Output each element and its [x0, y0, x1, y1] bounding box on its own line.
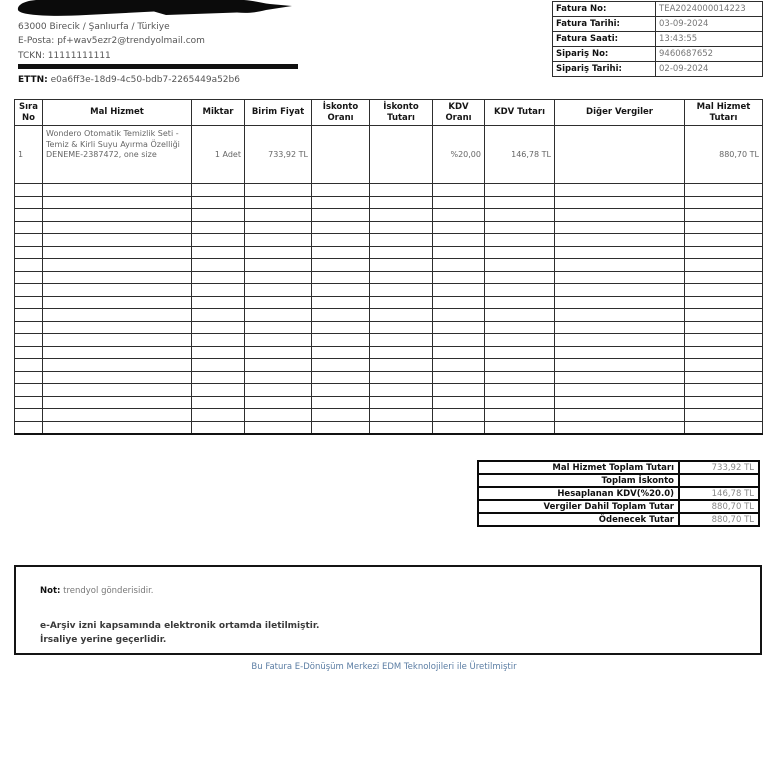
- meta-value: TEA2024000014223: [656, 2, 763, 17]
- empty-item-row: [15, 371, 763, 384]
- note-line: [40, 586, 154, 596]
- meta-label: Fatura Saati:: [553, 32, 656, 47]
- empty-item-row: [15, 284, 763, 297]
- item-quantity: 1 Adet: [192, 126, 245, 184]
- empty-item-row: [15, 209, 763, 222]
- item-vat-amount: 146,78 TL: [485, 126, 555, 184]
- email-label: E-Posta:: [18, 36, 55, 47]
- meta-label: Sipariş Tarihi:: [553, 62, 656, 77]
- empty-item-row: [15, 196, 763, 209]
- meta-label: Fatura Tarihi:: [553, 17, 656, 32]
- empty-item-row: [15, 296, 763, 309]
- total-row-odenecek-tutar: [478, 513, 759, 526]
- column-header-miktar: Miktar: [192, 100, 245, 126]
- item-row: [15, 126, 763, 184]
- item-vat-rate: %20,00: [433, 126, 485, 184]
- tckn-value: 11111111111: [47, 50, 111, 61]
- meta-value: 9460687652: [656, 47, 763, 62]
- seller-address-line: 63000 Birecik / Şanlıurfa / Türkiye: [18, 22, 170, 32]
- total-row-mal-hizmet-toplam: [478, 461, 759, 474]
- column-header-mal-hizmet: Mal Hizmet: [43, 100, 192, 126]
- meta-value: 02-09-2024: [656, 62, 763, 77]
- total-label: Toplam İskonto: [478, 474, 679, 487]
- item-total: 880,70 TL: [685, 126, 763, 184]
- total-label: Hesaplanan KDV(%20.0): [478, 487, 679, 500]
- legal-line-earsiv: e-Arşiv izni kapsamında elektronik ortamda iletilmiştir.: [40, 621, 320, 631]
- meta-row-fatura-saati: [553, 32, 763, 47]
- total-row-vergiler-dahil: [478, 500, 759, 513]
- total-value: 733,92 TL: [679, 461, 759, 474]
- column-header-birim-fiyat: Birim Fiyat: [245, 100, 312, 126]
- item-sira-no: 1: [15, 126, 43, 184]
- meta-value: 03-09-2024: [656, 17, 763, 32]
- seller-email-line: [18, 34, 205, 48]
- empty-item-row: [15, 396, 763, 409]
- empty-item-row: [15, 221, 763, 234]
- empty-item-row: [15, 309, 763, 322]
- invoice-meta-table: [552, 1, 763, 77]
- empty-item-row: [15, 334, 763, 347]
- item-other-taxes: [555, 126, 685, 184]
- column-header-diger-vergiler: Diğer Vergiler: [555, 100, 685, 126]
- empty-item-row: [15, 271, 763, 284]
- empty-item-row: [15, 234, 763, 247]
- column-header-kdv-tutari: KDV Tutarı: [485, 100, 555, 126]
- meta-row-fatura-tarihi: [553, 17, 763, 32]
- total-value: [679, 474, 759, 487]
- meta-label: Fatura No:: [553, 2, 656, 17]
- column-header-kdv-orani: KDV Oranı: [433, 100, 485, 126]
- items-header-row: [15, 100, 763, 126]
- meta-row-siparis-no: [553, 47, 763, 62]
- meta-row-siparis-tarihi: [553, 62, 763, 77]
- total-row-toplam-iskonto: [478, 474, 759, 487]
- totals-table: [477, 460, 760, 527]
- redaction-bar: [18, 64, 298, 69]
- total-label: Ödenecek Tutar: [478, 513, 679, 526]
- empty-item-row: [15, 421, 763, 434]
- meta-value: 13:43:55: [656, 32, 763, 47]
- empty-item-row: [15, 246, 763, 259]
- redaction-scribble: [16, 0, 294, 18]
- ettn-value: e0a6ff3e-18d9-4c50-bdb7-2265449a52b6: [50, 75, 240, 85]
- column-header-iskonto-orani: İskonto Oranı: [312, 100, 370, 126]
- ettn-line: [18, 75, 240, 85]
- item-discount-rate: [312, 126, 370, 184]
- empty-item-row: [15, 184, 763, 197]
- items-empty-rows: [15, 184, 763, 434]
- empty-item-row: [15, 259, 763, 272]
- total-row-hesaplanan-kdv: [478, 487, 759, 500]
- empty-item-row: [15, 409, 763, 422]
- total-value: 880,70 TL: [679, 513, 759, 526]
- footer-note: Bu Fatura E-Dönüşüm Merkezi EDM Teknolojileri ile Üretilmiştir: [251, 662, 517, 672]
- email-value: pf+wav5ezr2@trendyolmail.com: [57, 36, 205, 47]
- empty-item-row: [15, 384, 763, 397]
- item-unit-price: 733,92 TL: [245, 126, 312, 184]
- ettn-label: ETTN:: [18, 75, 48, 85]
- item-description: Wondero Otomatik Temizlik Seti - Temiz & Kirli Suyu Ayırma Özelliği DENEME-2387472, one size: [43, 126, 192, 184]
- total-value: 146,78 TL: [679, 487, 759, 500]
- meta-row-fatura-no: [553, 2, 763, 17]
- empty-item-row: [15, 346, 763, 359]
- item-discount-amount: [370, 126, 433, 184]
- seller-tckn-line: [18, 49, 205, 63]
- note-text: trendyol gönderisidir.: [63, 586, 154, 596]
- meta-label: Sipariş No:: [553, 47, 656, 62]
- column-header-sira-no: Sıra No: [15, 100, 43, 126]
- legal-line-irsaliye: İrsaliye yerine geçerlidir.: [40, 634, 167, 645]
- legal-lines: [40, 620, 319, 648]
- column-header-iskonto-tutari: İskonto Tutarı: [370, 100, 433, 126]
- line-items-table: [14, 99, 763, 435]
- note-box: [14, 565, 762, 655]
- seller-address-block: [18, 20, 205, 63]
- empty-item-row: [15, 359, 763, 372]
- empty-item-row: [15, 321, 763, 334]
- note-label: Not:: [40, 586, 61, 596]
- total-label: Vergiler Dahil Toplam Tutar: [478, 500, 679, 513]
- tckn-label: TCKN:: [18, 50, 45, 61]
- total-label: Mal Hizmet Toplam Tutarı: [478, 461, 679, 474]
- column-header-mal-hizmet-tutari: Mal Hizmet Tutarı: [685, 100, 763, 126]
- total-value: 880,70 TL: [679, 500, 759, 513]
